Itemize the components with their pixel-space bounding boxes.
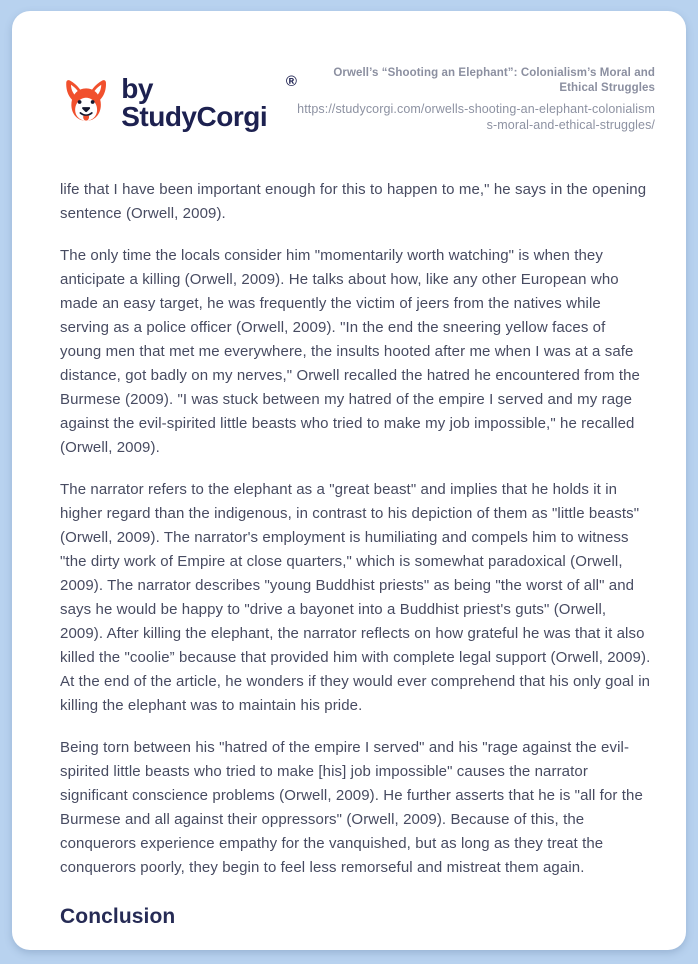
paragraph-3: The narrator refers to the elephant as a "great beast" and implies that he holds it in higher regard than the indigenous, in contrast to his depiction of them as "little beasts" (Orwell, 2009). The narrator's employment is humiliating and compels him to witness "the dirty work of Empire at close quarters," which is somewhat paradoxical (Orwell, 2009). The narrator describes "young Buddhist priests" as being "the worst of all" and says he would be happy to "drive a bayonet into a Buddhist priest's guts" (Orwell, 2009). After killing the elephant, the narrator reflects on how grateful he was that it also killed the "coolie” because that provided him with complete legal support (Orwell, 2009). At the end of the article, he wonders if they would ever comprehend that his only goal in killing the elephant was to maintain his pride. [60,481,651,714]
document-header [12,11,686,134]
document-title-block [297,66,655,133]
paragraph-2: The only time the locals consider him "momentarily worth watching" is when they anticipate a killing (Orwell, 2009). He talks about how, like any other European who made an easy target, he was frequently the victim of jeers from the natives while serving as a police officer (Orwell, 2009). "In the end the sneering yellow faces of young men that met me everywhere, the insults hooted after me when I was at a safe distance, got badly on my nerves," Orwell recalled the hatred he encountered from the Burmese (2009). "I was stuck between my hatred of the empire I served and my rage against the evil-spirited little beasts who tried to make my job impossible," he recalled (Orwell, 2009). [60,247,640,456]
document-card [12,11,686,950]
corgi-icon [60,72,112,134]
document-body [12,178,686,930]
paragraph-4: Being torn between his "hatred of the empire I served" and his "rage against the evil-spirited little beasts who tried to make [his] job impossible" causes the narrator significant conscience problems (Orwell, 2009). He further asserts that he is "all for the Burmese and all against their oppressors" (Orwell, 2009). Because of this, the conquerors experience empathy for the vanquished, but as long as they treat the conquerors poorly, they begin to feel less remorseful and mistreat them again. [60,739,643,876]
document-url-link[interactable]: https://studycorgi.com/orwells-shooting-an-elephant-colonialisms-moral-and-ethical-struggles/ [297,102,655,132]
brand-text: by StudyCorgi [121,73,268,132]
conclusion-heading: Conclusion [60,905,176,928]
studycorgi-logo [60,72,297,134]
paragraph-1: life that I have been important enough for this to happen to me," he says in the opening sentence (Orwell, 2009). [60,181,647,222]
document-title: Orwell’s “Shooting an Elephant”: Colonialism’s Moral and Ethical Struggles [333,67,655,94]
registered-trademark-icon: ® [285,73,297,90]
